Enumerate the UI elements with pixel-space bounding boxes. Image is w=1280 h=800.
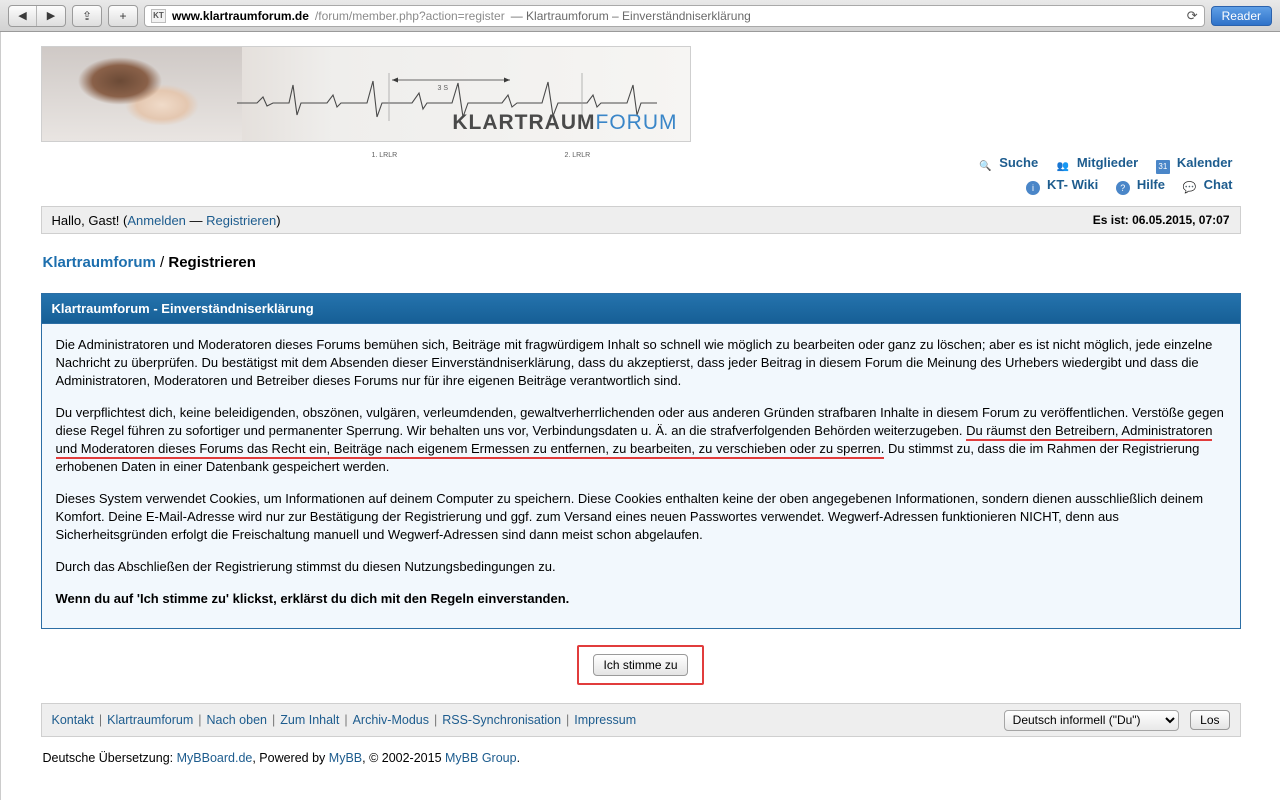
copyright-mybb-link[interactable]: MyBB [328, 751, 363, 765]
footer-sep-2: | [198, 713, 202, 727]
breadcrumb-current: Registrieren [168, 254, 256, 271]
browser-toolbar [0, 0, 1280, 32]
footer-link-kontakt[interactable]: Kontakt [51, 713, 94, 727]
greeting-dash: — [185, 212, 207, 228]
copyright-group-link[interactable]: MyBB Group [445, 751, 517, 765]
copyright-mid: , Powered by [252, 751, 329, 765]
nav-link-mitglieder[interactable]: Mitglieder [1076, 155, 1139, 170]
nav-link-hilfe[interactable]: Hilfe [1136, 177, 1165, 192]
language-go-button[interactable]: Los [1190, 710, 1229, 730]
ecg-label-first: 1. LRLR [371, 152, 398, 159]
calendar-icon: 31 [1156, 160, 1170, 174]
nav-buttons-group [8, 5, 66, 27]
greeting-text: Hallo, Gast! ( [51, 212, 128, 228]
footer-sep-1: | [98, 713, 103, 727]
agreement-panel [41, 293, 1241, 629]
copyright-end: . [516, 751, 521, 765]
greeting-bar [41, 206, 1241, 234]
reader-button[interactable]: Reader [1211, 6, 1272, 26]
agreement-paragraph-2-end: Du stimmst zu, dass die im Rahmen der Registrierung erhobenen Daten in einer Datenbank gespeichert werden. [55, 441, 1200, 474]
nav-link-suche[interactable]: Suche [999, 155, 1039, 170]
url-path: /forum/member.php?action=register [314, 8, 505, 23]
register-link[interactable]: Registrieren [206, 212, 277, 228]
footer-sep-5: | [433, 713, 438, 727]
footer-link-rss[interactable]: RSS-Synchronisation [442, 713, 562, 727]
ecg-label-second: 2. LRLR [564, 152, 591, 159]
agreement-paragraph-2-start: Du verpflichtest dich, keine beleidigenden, obszönen, vulgären, verleumdenden, gewaltverherrlichenden oder aus anderen Gründen strafbaren Inhalte in diesem Forum zu veröffentlichen. Verstöße gegen diese Regel führen zu sofortiger und permanenter Sperrung. Wir behalten uns vor, Verbindungsdaten u. Ä. an die strafverfolgenden Behörden weiterzugeben. [55, 405, 1224, 438]
footer-link-klartraumforum[interactable]: Klartraumforum [107, 713, 194, 727]
banner-photo [42, 47, 242, 141]
greeting-close-paren: ) [276, 212, 281, 228]
page-content [0, 32, 1280, 800]
agree-button-area [41, 645, 1241, 685]
agreement-paragraph-5: Wenn du auf 'Ich stimme zu' klickst, erklärst du dich mit den Regeln einverstanden. [55, 591, 570, 606]
footer-link-nach-oben[interactable]: Nach oben [206, 713, 267, 727]
copyright-line [41, 751, 1241, 765]
footer-link-archiv-modus[interactable]: Archiv-Modus [352, 713, 429, 727]
footer-sep-3: | [272, 713, 276, 727]
url-page-title: — Klartraumforum – Einverständniserklärung [510, 8, 751, 23]
logo-accent: FORUM [595, 111, 678, 134]
nav-item-kalender[interactable] [1156, 152, 1233, 174]
agree-button-highlight [577, 645, 703, 685]
agreement-paragraph-3: Dieses System verwendet Cookies, um Informationen auf deinem Computer zu speichern. Diese Cookies enthalten keine der oben angegebenen Informationen, sondern dienen ausschließlich deinem Komfort. Deine E-Mail-Adresse wird nur zur Bestätigung der Registrierung und ggf. zum Versand eines neuen Passwortes verwendet. Wegwerf-Adressen funktionieren NICHT, denn aus Sicherheitsgründen erfolgt die Freischaltung manuell und Wegwerf-Adressen sind dann meist schon abgelaufen. [55, 491, 1204, 542]
panel-body [42, 324, 1240, 628]
agreement-paragraph-2 [56, 404, 1226, 476]
greeting-text-group [52, 213, 281, 228]
logo-main: KLARTRAUM [452, 111, 596, 134]
footer-link-zum-inhalt[interactable]: Zum Inhalt [280, 713, 340, 727]
site-favicon: KT [151, 9, 166, 23]
panel-title: Klartraumforum - Einverständniserklärung [42, 294, 1240, 324]
nav-link-chat[interactable]: Chat [1203, 177, 1233, 192]
footer-sep-4: | [344, 713, 348, 727]
address-bar[interactable] [144, 5, 1205, 27]
wiki-icon: i [1026, 181, 1040, 195]
nav-item-hilfe[interactable] [1116, 174, 1165, 196]
footer-link-impressum[interactable]: Impressum [574, 713, 637, 727]
current-time: Es ist: 06.05.2015, 07:07 [1092, 213, 1230, 227]
copyright-prefix: Deutsche Übersetzung: [42, 751, 177, 765]
members-icon: 👥 [1056, 161, 1070, 172]
copyright-years: , © 2002-2015 [362, 751, 446, 765]
url-host: www.klartraumforum.de [172, 8, 309, 23]
breadcrumb-home-link[interactable]: Klartraumforum [42, 254, 156, 271]
nav-link-kalender[interactable]: Kalender [1176, 155, 1233, 170]
nav-link-wiki[interactable]: KT- Wiki [1047, 177, 1099, 192]
help-icon: ? [1116, 181, 1130, 195]
footer-bar [41, 703, 1241, 737]
nav-item-suche[interactable] [978, 152, 1038, 174]
search-icon: 🔍 [978, 161, 992, 172]
agree-button[interactable]: Ich stimme zu [593, 654, 687, 676]
login-link[interactable]: Anmelden [127, 212, 186, 228]
agreement-paragraph-1: Die Administratoren und Moderatoren dieses Forums bemühen sich, Beiträge mit fragwürdigem Inhalt so schnell wie möglich zu bearbeiten oder ganz zu löschen; aber es ist nicht möglich, jede einzelne Nachricht zu überprüfen. Du bestätigst mit dem Absenden dieser Einverständniserklärung, dass du akzeptierst, dass jeder Beitrag in diesem Forum die Meinung des Urhebers wiedergibt und dass die Administratoren, Moderatoren und Betreiber dieses Forums nur für ihre eigenen Beiträge verantwortlich sind. [55, 337, 1213, 388]
agreement-highlighted-clause: Du räumst den Betreibern, Administratoren und Moderatoren dieses Forums das Recht ein, Beiträge nach eigenem Ermessen zu entfernen, zu bearbeiten, zu verschieben oder zu sperren. [56, 423, 1213, 459]
language-controls [1004, 710, 1230, 731]
agreement-paragraph-4: Durch das Abschließen der Registrierung stimmst du diesen Nutzungsbedingungen zu. [55, 559, 556, 574]
top-navigation [41, 152, 1241, 196]
site-logo [452, 111, 677, 135]
back-icon[interactable]: ◀ [9, 6, 37, 26]
new-tab-button[interactable]: + [108, 5, 138, 27]
copyright-translator-link[interactable]: MyBBoard.de [176, 751, 253, 765]
footer-links [52, 713, 637, 727]
language-select[interactable] [1004, 710, 1179, 731]
breadcrumb-separator: / [155, 254, 169, 271]
forward-icon[interactable]: ▶ [46, 10, 56, 22]
reload-icon[interactable]: ⟳ [1186, 7, 1198, 23]
site-banner [41, 46, 691, 159]
nav-item-wiki[interactable] [1026, 174, 1098, 196]
chat-icon: 💬 [1182, 182, 1197, 194]
nav-item-mitglieder[interactable] [1056, 152, 1138, 174]
footer-sep-6: | [566, 713, 570, 727]
ecg-span-label: 3 S [437, 85, 449, 92]
breadcrumb [41, 254, 1241, 271]
share-icon[interactable]: ⇪ [72, 5, 102, 27]
nav-item-chat[interactable] [1183, 174, 1233, 196]
